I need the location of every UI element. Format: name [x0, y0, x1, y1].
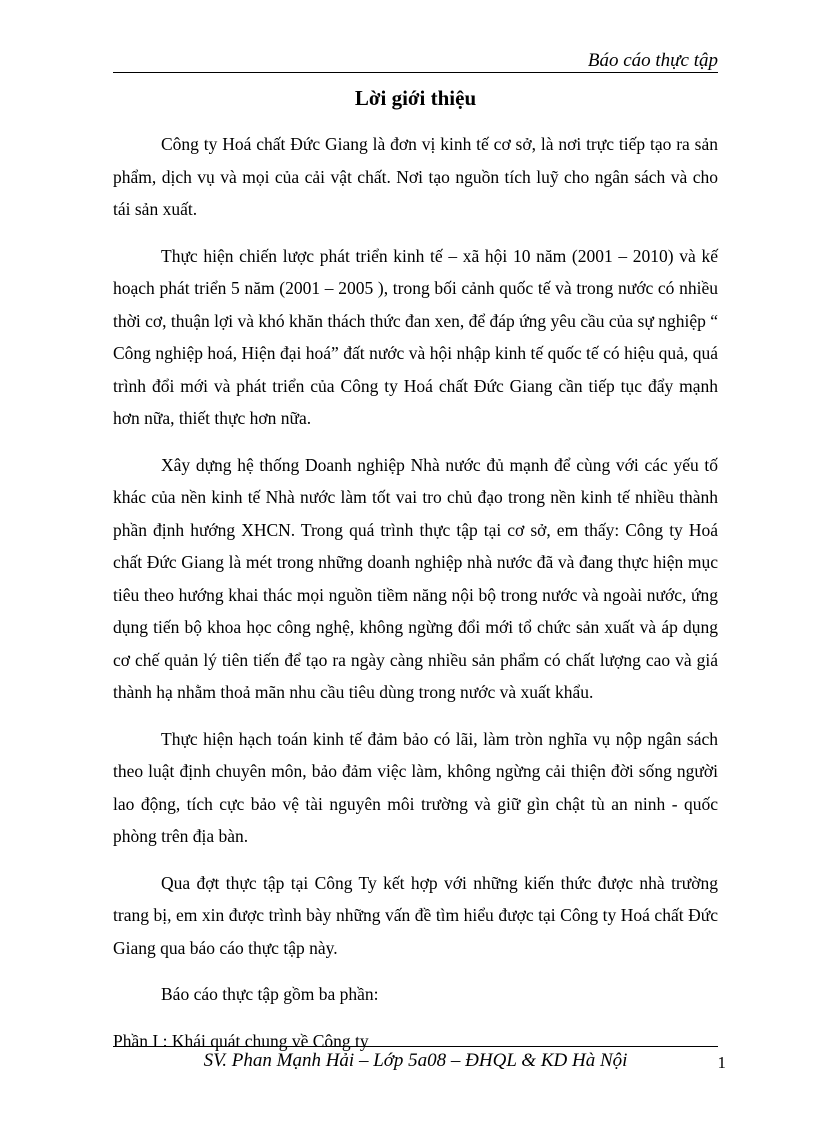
footer-author-line: SV. Phan Mạnh Hải – Lớp 5a08 – ĐHQL & KD Hà Nội: [203, 1050, 628, 1071]
page-number: 1: [717, 1053, 726, 1072]
header-divider: [113, 72, 718, 73]
footer-divider: [113, 1046, 718, 1047]
paragraph-2: Thực hiện chiến lược phát triển kinh tế – xã hội 10 năm (2001 – 2010) và kế hoạch phát triển 5 năm (2001 – 2005 ), trong bối cảnh quốc tế và trong nước có nhiều thời cơ, thuận lợi và khó khăn thách thức đan xen, để đáp ứng yêu cầu của sự nghiệp “ Công nghiệp hoá, Hiện đại hoá” đất nước và hội nhập kinh tế quốc tế có hiệu quả, quá trình đổi mới và phát triển của Công ty Hoá chất Đức Giang cần tiếp tục đẩy mạnh hơn nữa, thiết thực hơn nữa.: [113, 245, 718, 428]
running-header: Báo cáo thực tập: [587, 50, 718, 71]
paragraph-6: Báo cáo thực tập gồm ba phần:: [161, 984, 379, 1004]
page-title: Lời giới thiệu: [354, 86, 477, 110]
part-heading: Phần I : Khái quát chung về Công ty: [113, 1030, 369, 1051]
paragraph-4: Thực hiện hạch toán kinh tế đảm bảo có lãi, làm tròn nghĩa vụ nộp ngân sách theo luật định chuyên môn, bảo đảm việc làm, không ngừng cải thiện đời sống người lao động, tích cực bảo vệ tài nguyên môi trường và giữ gìn chật tù an ninh - quốc phòng trên địa bàn.: [113, 728, 718, 846]
paragraph-5: Qua đợt thực tập tại Công Ty kết hợp với những kiến thức được nhà trường trang bị, em xin được trình bày những vấn đề tìm hiểu được tại Công ty Hoá chất Đức Giang qua báo cáo thực tập này.: [113, 872, 718, 958]
document-body: [113, 128, 718, 1071]
paragraph-1: Công ty Hoá chất Đức Giang là đơn vị kinh tế cơ sở, là nơi trực tiếp tạo ra sản phẩm, dịch vụ và mọi của cải vật chất. Nơi tạo nguồn tích luỹ cho ngân sách và cho tái sản xuất.: [113, 134, 718, 219]
paragraph-3: Xây dựng hệ thống Doanh nghiệp Nhà nước đủ mạnh để cùng với các yếu tố khác của nền kinh tế Nhà nước làm tốt vai tro chủ đạo trong nền kinh tế nhiều thành phần định hướng XHCN. Trong quá trình thực tập tại cơ sở, em thấy: Công ty Hoá chất Đức Giang là mét trong những doanh nghiệp nhà nước đã và đang thực hiện mục tiêu theo hướng khai thác mọi nguồn tiềm năng nội bộ trong nước và ngoài nước, ứng dụng tiến bộ khoa học công nghệ, không ngừng đổi mới tổ chức sản xuất và áp dụng cơ chế quản lý tiên tiến để tạo ra ngày càng nhiều sản phẩm có chất lượng cao và giá thành hạ nhằm thoả mãn nhu cầu tiêu dùng trong nước và xuất khẩu.: [113, 454, 718, 702]
